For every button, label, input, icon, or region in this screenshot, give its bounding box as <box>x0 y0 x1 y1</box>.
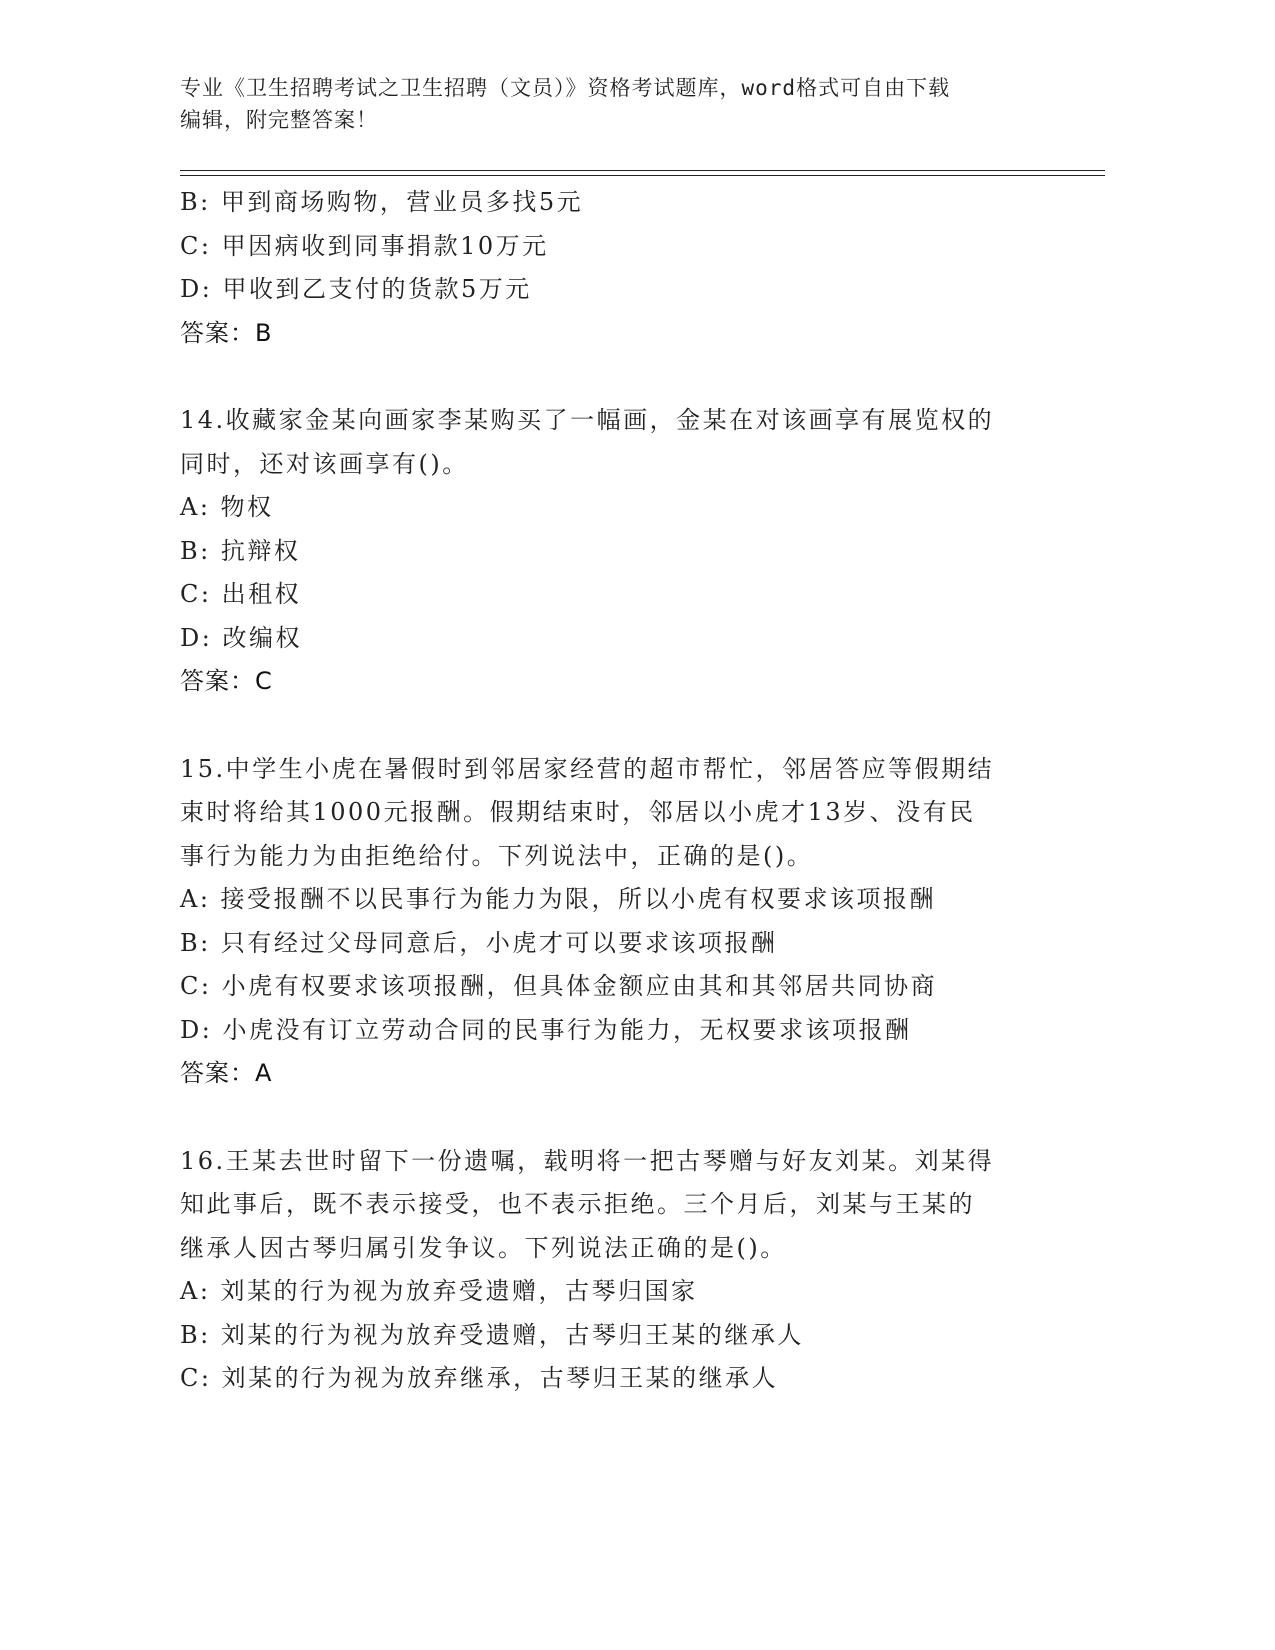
question-stem-line: 16.王某去世时留下一份遗嘱，载明将一把古琴赠与好友刘某。刘某得 <box>180 1146 995 1175</box>
option-a: A: 接受报酬不以民事行为能力为限，所以小虎有权要求该项报酬 <box>180 885 937 913</box>
option-c: C: 刘某的行为视为放弃继承，古琴归王某的继承人 <box>180 1364 779 1392</box>
question-list <box>180 181 1070 1401</box>
option-c: C: 小虎有权要求该项报酬，但具体金额应由其和其邻居共同协商 <box>180 972 938 1000</box>
answer: 答案：B <box>180 318 273 347</box>
header-divider-top <box>180 170 1105 171</box>
option-b: B: 刘某的行为视为放弃受遗赠，古琴归王某的继承人 <box>180 1320 804 1349</box>
option-b: B: 抗辩权 <box>180 536 301 565</box>
option-b: B: 甲到商场购物，营业员多找5元 <box>180 188 584 216</box>
header-line-1: 专业《卫生招聘考试之卫生招聘（文员）》资格考试题库，word格式可自由下载 <box>180 76 951 100</box>
option-d: D: 小虎没有订立劳动合同的民事行为能力，无权要求该项报酬 <box>180 1015 912 1044</box>
question-stem-line: 事行为能力为由拒绝给付。下列说法中，正确的是()。 <box>180 841 814 870</box>
question-stem-line: 知此事后，既不表示接受，也不表示拒绝。三个月后，刘某与王某的 <box>180 1190 975 1218</box>
answer: 答案：A <box>180 1059 273 1087</box>
question-stem-line: 束时将给其1000元报酬。假期结束时，邻居以小虎才13岁、没有民 <box>180 798 976 826</box>
question-15 <box>180 748 1070 1096</box>
answer: 答案：C <box>180 667 273 695</box>
option-b: B: 只有经过父母同意后，小虎才可以要求该项报酬 <box>180 928 778 957</box>
question-stem-line: 15.中学生小虎在暑假时到邻居家经营的超市帮忙，邻居答应等假期结 <box>180 754 995 783</box>
option-d: D: 甲收到乙支付的货款5万元 <box>180 275 532 303</box>
option-a: A: 刘某的行为视为放弃受遗赠，古琴归国家 <box>180 1277 698 1305</box>
option-d: D: 改编权 <box>180 623 302 652</box>
question-16 <box>180 1140 1070 1401</box>
page-header <box>180 72 1060 136</box>
option-c: C: 甲因病收到同事捐款10万元 <box>180 231 549 260</box>
question-stem-line: 14.收藏家金某向画家李某购买了一幅画，金某在对该画享有展览权的 <box>180 406 995 434</box>
question-stem-line: 继承人因古琴归属引发争议。下列说法正确的是()。 <box>180 1233 787 1262</box>
option-a: A: 物权 <box>180 493 274 521</box>
header-line-2: 编辑，附完整答案！ <box>180 108 378 132</box>
question-14 <box>180 399 1070 704</box>
question-stem-line: 同时，还对该画享有()。 <box>180 449 469 478</box>
option-c: C: 出租权 <box>180 580 302 608</box>
header-divider-bottom <box>180 175 1105 176</box>
question-13 <box>180 181 1070 355</box>
